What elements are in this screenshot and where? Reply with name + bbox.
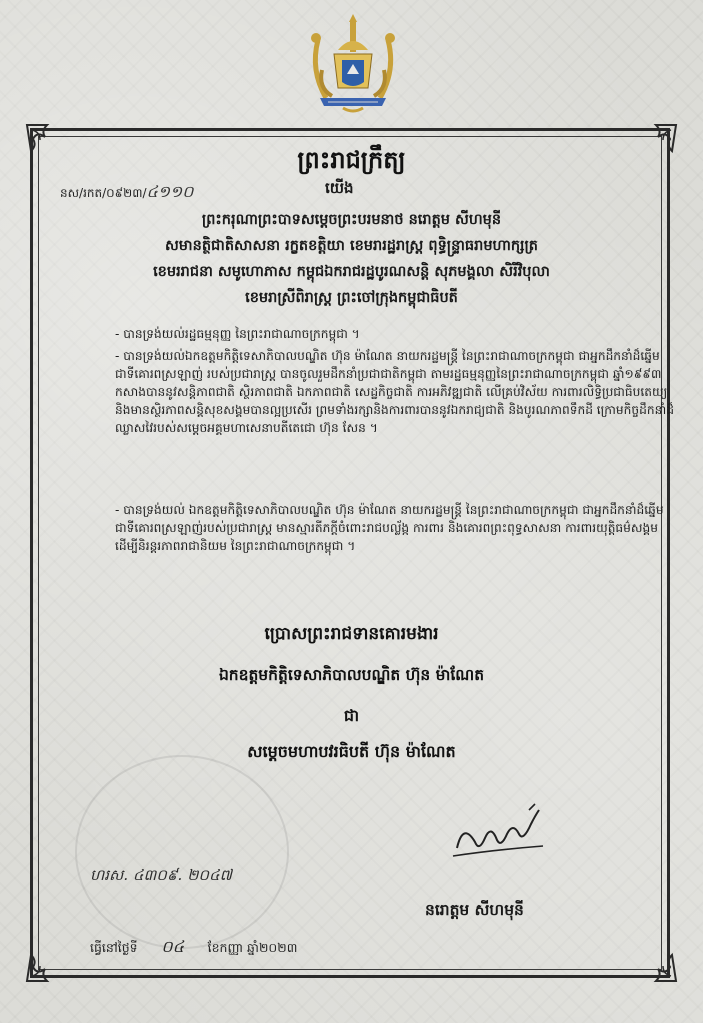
recipient-current-title: ឯកឧត្តមកិត្តិទេសាភិបាលបណ្ឌិត ហ៊ុន ម៉ាណែត (218, 665, 485, 684)
royal-title-line: ព្រះករុណាព្រះបាទសម្តេចព្រះបរមនាថ នរោត្តម សីហមុនី (201, 211, 502, 228)
royal-title-line: សមានត្ថិជាតិសាសនា រក្ខតខត្តិយា ខេមរារដ្ឋរាស្ត្រ ពុទ្ធិន្ទ្រាធរាមហាក្សត្រ (165, 237, 538, 254)
royal-title-line: ខេមររាជនា សមូហោភាស កម្ពុជឯករាជរដ្ឋបូរណសន្តិ សុភមង្គលា សិរីវិបុលា (153, 263, 550, 280)
handwritten-date: ហរស. ៤៣០៩. ២០៤៧ (90, 866, 232, 884)
corner-ornament-icon (645, 950, 679, 984)
given-prefix: ធ្វើនៅថ្ងៃទី (90, 940, 138, 955)
we-heading: យើង (325, 179, 354, 197)
as-word: ជា (343, 706, 360, 725)
given-month-year: ខែកញ្ញា ឆ្នាំ២០២៣ (207, 940, 298, 955)
preamble-paragraph-1: - បានទ្រង់យល់រដ្ឋធម្មនុញ្ញ នៃព្រះរាជាណាចក្រកម្ពុជា ។ (115, 327, 360, 341)
royal-title (40, 207, 663, 311)
royal-title-line: ខេមរាស្រីពិរាស្ត្រ ព្រះចៅក្រុងកម្ពុជាធិបតី (245, 289, 458, 306)
reference-number (60, 181, 193, 205)
preamble-paragraph-3: - បានទ្រង់យល់ ឯកឧត្តមកិត្តិទេសាភិបាលបណ្ឌិត ហ៊ុន ម៉ាណែត នាយករដ្ឋមន្ត្រី នៃព្រះរាជាណាចក្រកម្ពុជា ជាអ្នកដឹកនាំដ៏ឆ្នើម ជាទីគោរពស្រឡាញ់របស់ប្រជារាស្ត្រ មានស្មារតីភក្តីចំពោះរាជបល្ល័ង្ក ការពារ និងគោរពព្រះពុទ្ធសាសនា ការពារយុត្តិធម៌សង្គម ដើម្បីនិរន្តរភាពរាជានិយម នៃព្រះរាជាណាចក្រកម្ពុជា ។ (115, 503, 664, 553)
proclamation-heading: ប្រោសព្រះរាជទានគោរមងារ (264, 624, 439, 644)
corner-ornament-icon (24, 950, 58, 984)
document-title: ព្រះរាជក្រឹត្យ (297, 145, 406, 174)
royal-emblem-icon (298, 10, 408, 118)
given-day: ០៤ (161, 937, 184, 956)
recipient-new-title: សម្តេចមហាបវរធិបតី ហ៊ុន ម៉ាណែត (247, 742, 456, 761)
signer-name: នរោត្តម សីហមុនី (425, 900, 524, 919)
given-date-line (90, 936, 297, 960)
reference-handwritten-number: ៤១១០ (146, 182, 194, 201)
reference-prefix: នស/រកត/០៩២៣/ (60, 186, 147, 200)
royal-signature-icon (445, 800, 555, 870)
faded-seal-icon (75, 755, 289, 949)
preamble-paragraph-2: - បានទ្រង់យល់ឯកឧត្តមកិត្តិទេសាភិបាលបណ្ឌិត ហ៊ុន ម៉ាណែត នាយករដ្ឋមន្ត្រី នៃព្រះរាជាណាចក្រកម្ពុជា ជាអ្នកដឹកនាំដ៏ឆ្នើម ជាទីគោរពស្រឡាញ់ របស់ប្រជារាស្ត្រ បានចូលរួមដឹកនាំប្រជាជាតិកម្ពុជា តាមរដ្ឋធម្មនុញ្ញនៃព្រះរាជាណាចក្រកម្ពុជា ឆ្នាំ១៩៩៣ កសាងបាននូវសន្តិភាពជាតិ ស្ថិរភាពជាតិ ឯកភាពជាតិ សេដ្ឋកិច្ចជាតិ ការអភិវឌ្ឍជាតិ លើគ្រប់វិស័យ ការពារលិទ្ធិប្រជាធិបតេយ្យ និងមានស្ថិរភាពសន្តិសុខសង្គមបានល្អប្រសើរ ព្រមទាំងរក្សានិងការពារបាននូវឯករាជ្យជាតិ និងបូរណភាពទឹកដី ក្រោមកិច្ចដឹកនាំដ៏ឈ្លាសវៃរបស់សម្តេចអគ្គមហាសេនាបតីតេជោ ហ៊ុន សែន ។ (115, 349, 674, 435)
